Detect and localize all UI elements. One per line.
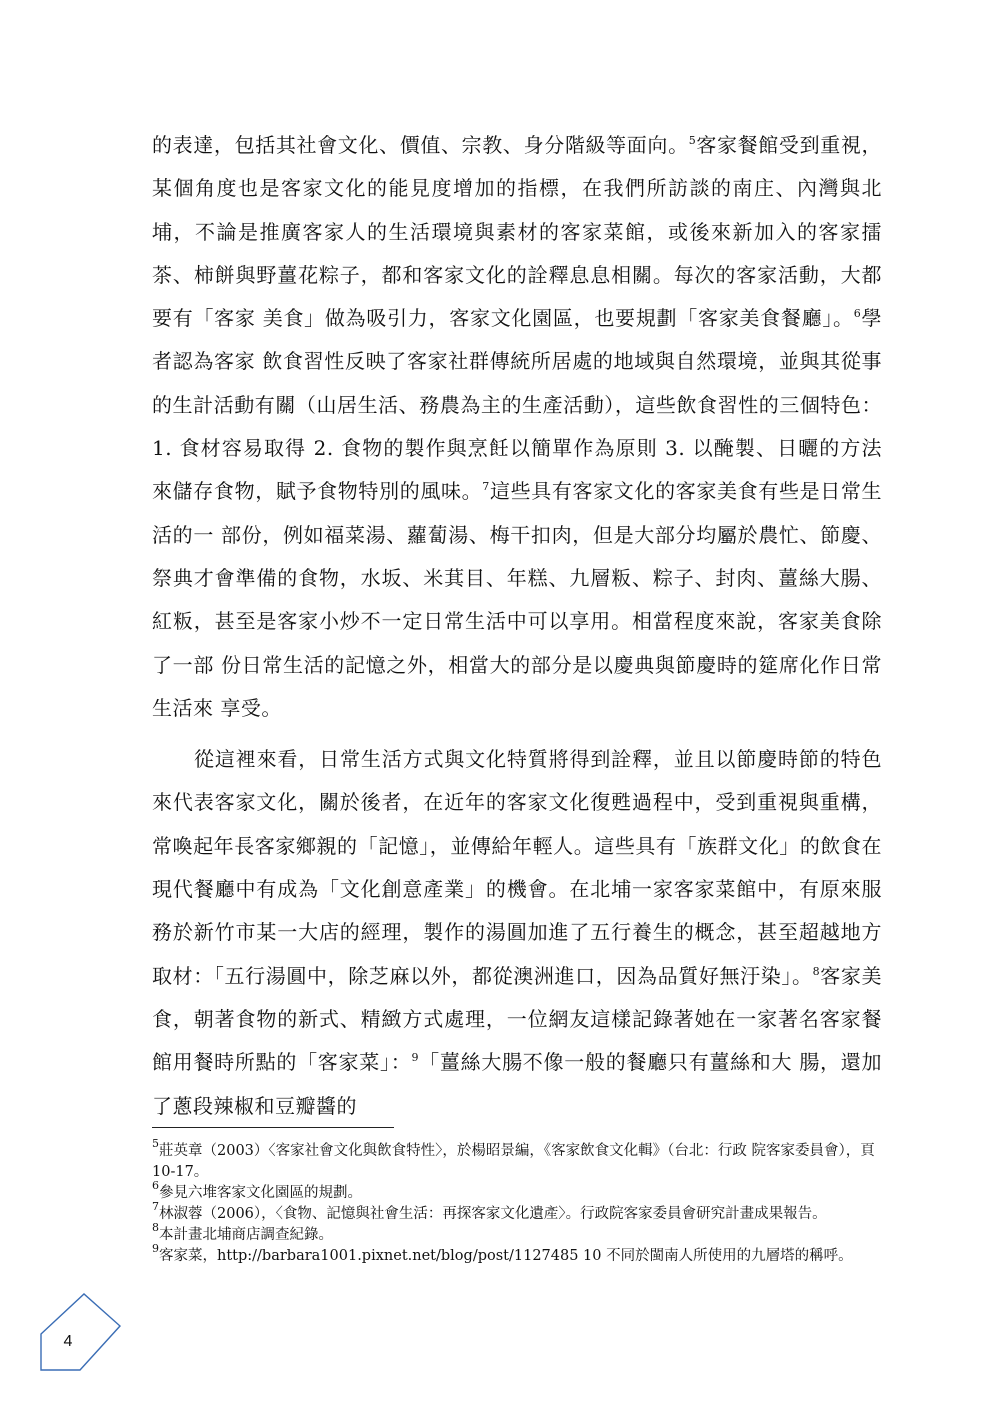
page-number: 4 <box>63 1333 73 1350</box>
footnote-ref-6[interactable]: 6 <box>853 307 862 321</box>
footnote-7 <box>152 1200 882 1225</box>
paragraph-2-sentence-1: 從這裡來看，日常生活方式與文化特質將得到詮釋，並且以節慶時節的特色 來代表客家文化，關於後者，在近年的客家文化復甦過程中，受到重視與重構，常喚起年長客家鄉親的「記憶」，並傳給年輕人。這些具有「族群文化」的飲食在現代餐廳中有成為「文化創意產業」的機會。在北埔一家客家菜館中，有原來服務於新竹市某一大店的經理，製作的湯圓加進了五行養生的概念，甚至超越地方取材：「五行湯圓中，除芝麻以外，都從澳洲進口，因為品質好無汙染」。 <box>152 747 882 988</box>
paragraph-1-sentence-3: 學者認為客家 飲食習性反映了客家社群傳統所居處的地域與自然環境，並與其從事的生計活動有關（山居生活、務農為主的生產活動），這些飲食習性的三個特色：1. 食材容易取得 2. 食物的製作與烹飪以簡單作為原則 3. 以醃製、日曬的方法來儲存食物，賦予食物特別的風味。 <box>152 306 883 504</box>
footnote-9 <box>152 1242 882 1267</box>
footnote-text: 本計畫北埔商店調查紀錄。 <box>159 1227 333 1243</box>
footnote-mark: 5 <box>152 1137 159 1150</box>
footnote-5 <box>152 1137 882 1183</box>
footnote-ref-9[interactable]: 9 <box>411 1051 419 1065</box>
footnote-text: 客家菜，http://barbara1001.pixnet.net/blog/post/1127485 10 不同於閩南人所使用的九層塔的稱呼。 <box>159 1248 853 1264</box>
footnote-mark: 7 <box>152 1200 159 1213</box>
paragraph-2-sentence-2: 客家美食，朝著食物的新式、精緻方式處理，一位網友這樣記錄著她在一家著名客家餐館用餐時所點的「客家菜」： <box>152 963 882 1075</box>
footnote-8 <box>152 1221 882 1246</box>
footnote-6 <box>152 1179 882 1204</box>
footnote-text: 莊英章（2003）〈客家社會文化與飲食特性〉，於楊昭景編，《客家飲食文化輯》（台北：行政 院客家委員會），頁 10-17。 <box>152 1143 875 1180</box>
footnote-mark: 9 <box>152 1242 159 1255</box>
footnote-text: 林淑蓉（2006），〈食物、記憶與社會生活：再探客家文化遺產〉。行政院客家委員會研究計畫成果報告。 <box>159 1206 827 1222</box>
paragraph-1-sentence-1: 的表達，包括其社會文化、價值、宗教、身分階級等面向。 <box>152 133 689 157</box>
footnotes <box>152 1137 882 1267</box>
footnote-ref-7[interactable]: 7 <box>482 480 490 494</box>
footnote-text: 參見六堆客家文化園區的規劃。 <box>159 1185 362 1201</box>
footnote-separator <box>152 1127 394 1128</box>
page-number-badge-shape <box>38 1292 122 1372</box>
footnote-ref-8[interactable]: 8 <box>812 964 821 978</box>
paragraph-1 <box>152 124 882 730</box>
footnote-mark: 6 <box>152 1179 159 1192</box>
footnote-mark: 8 <box>152 1221 159 1234</box>
paragraph-1-sentence-2: 客家餐館受到重視，某個角度也是客家文化的能見度增加的指標，在我們所訪談的南庄、內灣與北埔，不論是推廣客家人的生活環境與素材的客家菜館，或後來新加入的客家擂茶、柿餅與野薑花粽子，都和客家文化的詮釋息息相關。每次的客家活動，大都要有「客家 美食」做為吸引力，客家文化園區，也要規劃「客家美食餐廳」。 <box>152 133 883 331</box>
paragraph-2 <box>152 738 882 1128</box>
paragraph-2-sentence-3: 「薑絲大腸不像一般的餐廳只有薑絲和大 腸，還加了蔥段辣椒和豆瓣醬的 <box>152 1050 883 1118</box>
body-text <box>152 124 882 1128</box>
footnote-ref-5[interactable]: 5 <box>688 134 697 147</box>
paragraph-1-sentence-4: 這些具有客家文化的客家美食有些是日常生活的一 部份，例如福菜湯、蘿蔔湯、梅干扣肉，但是大部分均屬於農忙、節慶、祭典才會準備的食物，水坂、米萁目、年糕、九層粄、粽子、封肉、薑絲大腸、紅粄，甚至是客家小炒不一定日常生活中可以享用。相當程度來說，客家美食除了一部 份日常生活的記憶之外，相當大的部分是以慶典與節慶時的筵席化作日常生活來 享受。 <box>152 479 883 720</box>
